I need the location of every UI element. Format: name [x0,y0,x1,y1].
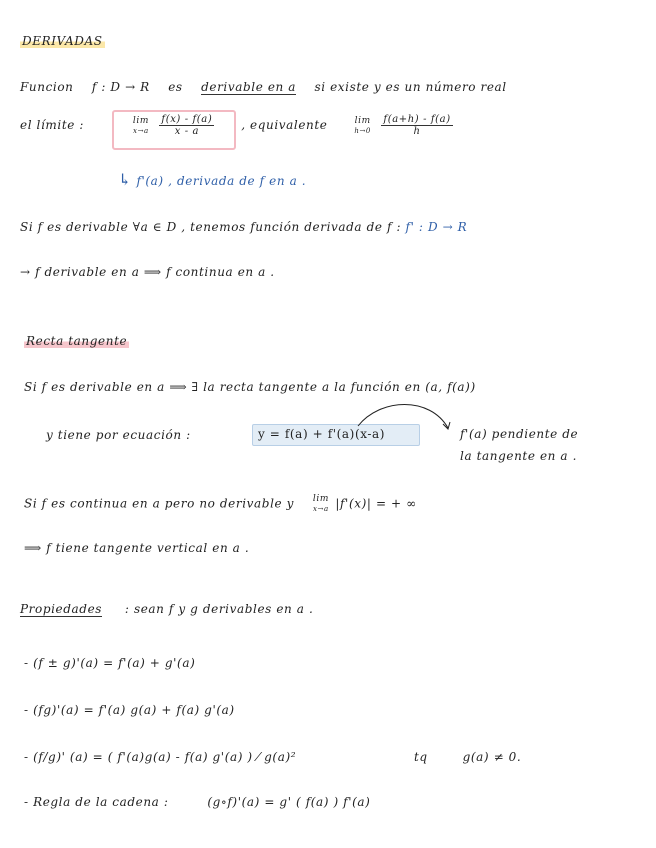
derivative-notation-line: ↳ f'(a) , derivada de f en a . [118,170,307,189]
properties-heading: Propiedades : sean f y g derivables en a . [20,602,314,616]
vertical-tangent-line-2: ⟹ f tiene tangente vertical en a . [24,541,250,555]
curved-arrow-icon [350,398,460,434]
difference-quotient: $\frac{f(x) - f(a)}{x - a}$ [161,114,213,137]
limit-3: lim x→a [312,494,329,513]
corner-arrow-icon: ↳ [118,170,133,189]
tangent-line-2: y tiene por ecuación : [46,428,191,442]
slope-note-1: f'(a) pendiente de [460,427,579,441]
property-sum: - (f ± g)'(a) = f'(a) + g'(a) [24,656,196,670]
tangent-equation: y = f(a) + f'(a)(x-a) [258,427,386,441]
property-quotient: - (f/g)' (a) = ( f'(a)g(a) - f(a) g'(a) ) ⁄ g(a)² [24,750,297,764]
definition-line-2: el límite : lim x→a $\frac{f(x) - f(a)}{x - a}$ , equivalente lim h→0 $\frac{f(a+h) - f(a)}{h}$ [20,114,451,137]
derivative-function-line: Si f es derivable ∀a ∈ D , tenemos función derivada de f : f' : D → R [20,220,468,234]
section-title-propiedades: Propiedades [20,602,103,616]
vertical-tangent-line-1: Si f es continua en a pero no derivable y lim x→a |f'(x)| = + ∞ [24,494,417,513]
property-chain-rule: - Regla de la cadena : (g∘f)'(a) = g' ( f(a) ) f'(a) [24,795,371,809]
derivable-underlined: derivable en a [201,80,297,94]
section-title-recta-tangente: Recta tangente [26,334,128,348]
difference-quotient-h: $\frac{f(a+h) - f(a)}{h}$ [383,114,451,137]
definition-line-1: Funcion f : D → R es derivable en a si existe y es un número real [20,80,507,94]
tangent-line-1: Si f es derivable en a ⟹ ∃ la recta tangente a la función en (a, f(a)) [24,380,476,394]
slope-note-2: la tangente en a . [460,449,577,463]
section-title-derivadas: DERIVADAS [22,34,103,48]
continuity-line: → f derivable en a ⟹ f continua en a . [20,265,275,279]
limit-1: lim x→a [132,115,149,135]
quotient-condition: tq g(a) ≠ 0. [414,750,522,764]
limit-2: lim h→0 [354,115,371,135]
property-product: - (fg)'(a) = f'(a) g(a) + f(a) g'(a) [24,703,235,717]
